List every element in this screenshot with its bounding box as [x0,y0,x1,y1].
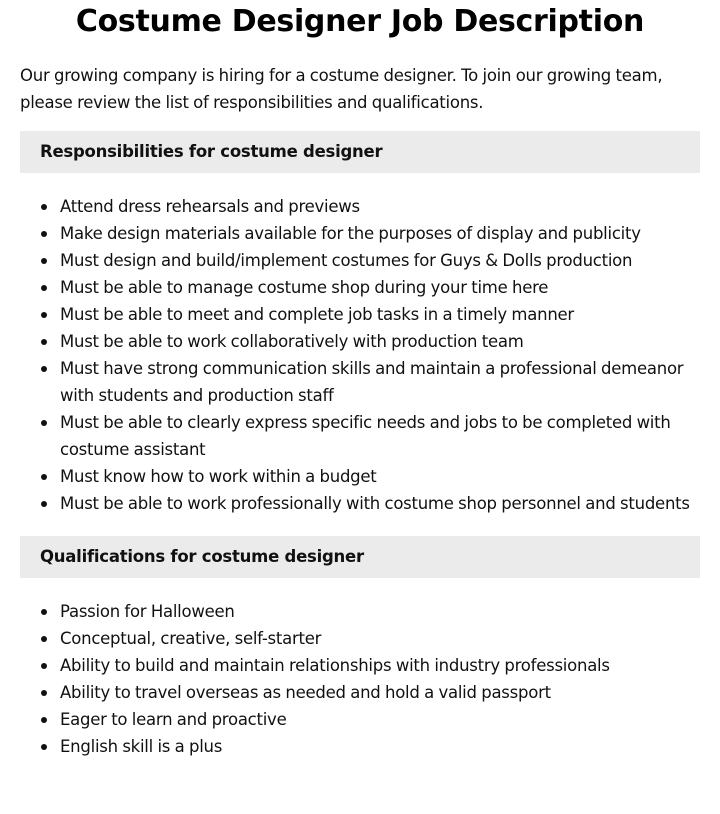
bullet-icon [41,258,47,264]
bullet-icon [41,420,47,426]
list-item-text: English skill is a plus [60,737,223,756]
responsibilities-heading: Responsibilities for costume designer [20,131,700,173]
list-item-text: Must be able to work collaboratively with production team [60,332,524,351]
list-item-text: Must be able to work professionally with costume shop personnel and students [60,494,690,513]
list-item [20,679,692,706]
bullet-icon [41,474,47,480]
qualifications-heading: Qualifications for costume designer [20,536,700,578]
list-item-text: Must design and build/implement costumes for Guys & Dolls production [60,251,633,270]
list-item-text: Ability to travel overseas as needed and hold a valid passport [60,683,551,702]
bullet-icon [41,285,47,291]
list-item-text: Attend dress rehearsals and previews [60,197,360,216]
list-item [20,193,692,220]
list-item-text: Must be able to clearly express specific needs and jobs to be completed with costume assistant [60,413,671,459]
qualifications-list [20,598,700,760]
bullet-icon [41,204,47,210]
bullet-icon [41,312,47,318]
list-item [20,733,692,760]
list-item [20,355,692,409]
bullet-icon [41,231,47,237]
bullet-icon [41,366,47,372]
list-item-text: Must be able to manage costume shop during your time here [60,278,549,297]
list-item-text: Ability to build and maintain relationships with industry professionals [60,656,610,675]
list-item [20,274,692,301]
list-item [20,652,692,679]
bullet-icon [41,609,47,615]
list-item-text: Eager to learn and proactive [60,710,287,729]
list-item-text: Must be able to meet and complete job tasks in a timely manner [60,305,574,324]
list-item [20,301,692,328]
bullet-icon [41,690,47,696]
list-item [20,706,692,733]
intro-paragraph: Our growing company is hiring for a costume designer. To join our growing team, please review the list of responsibilities and qualifications. [20,66,663,112]
bullet-icon [41,717,47,723]
list-item [20,625,692,652]
list-item [20,490,692,517]
list-item-text: Passion for Halloween [60,602,235,621]
list-item [20,598,692,625]
bullet-icon [41,744,47,750]
list-item-text: Must know how to work within a budget [60,467,377,486]
list-item [20,463,692,490]
list-item [20,247,692,274]
bullet-icon [41,636,47,642]
page-title: Costume Designer Job Description [75,4,645,39]
bullet-icon [41,501,47,507]
list-item-text: Make design materials available for the purposes of display and publicity [60,224,641,243]
list-item [20,220,692,247]
bullet-icon [41,339,47,345]
list-item [20,328,692,355]
bullet-icon [41,663,47,669]
responsibilities-list [20,193,700,517]
list-item-text: Conceptual, creative, self-starter [60,629,322,648]
list-item [20,409,692,463]
list-item-text: Must have strong communication skills and maintain a professional demeanor with students and production staff [60,359,684,405]
